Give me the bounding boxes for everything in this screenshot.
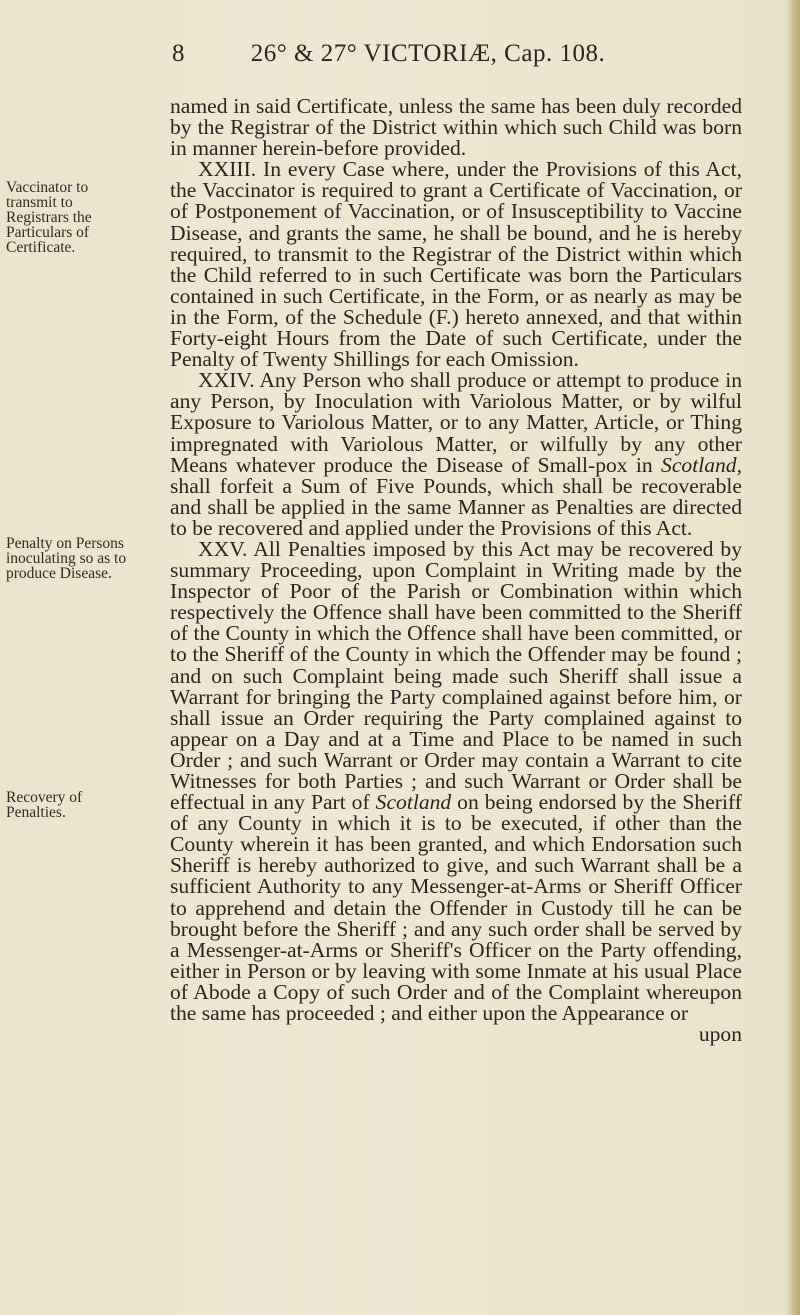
running-head: 26° & 27° VICTORIÆ, Cap. 108. [250,40,606,67]
section-xxv [170,536,742,1026]
page-header [0,40,800,80]
margin-note-vaccinator: Vaccinator to transmit to Registrars the Particulars of Certificate. [6,179,92,256]
section-text: All Penalties imposed by this Act may be recovered by summary Proceeding, upon Complaint in Writing made by the Inspector of Poor of the Parish or Combination within which respectively the Offence shall have been committed to the Sheriff of the County in which the Offence shall have been committed, or to the Sheriff of the County in which the Offender may be found ; and on such Complaint being made such Sheriff shall issue a Warrant for bringing the Party complained against before him, or shall issue an Order requiring the Party complained against to appear on a Day and at a Time and Place to be named in such Order ; and such Warrant or Order may contain a Warrant to cite Witnesses for both Parties ; and such Warrant or Order shall be effectual in any Part of [170,536,742,815]
page-number: 8 [172,40,185,67]
place-name: Scotland [375,790,452,815]
section-number: XXIII. [198,157,257,182]
section-text: shall forfeit a Sum of Five Pounds, which shall be recoverable and shall be applied in the same Manner as Penalties are directed to be recovered and applied under the Provisions of this Act. [170,473,742,540]
margin-note-recovery: Recovery of Penalties. [6,789,83,821]
section-text: on being endorsed by the Sheriff of any County in which it is to be executed, if other than the County wherein it has been granted, and which Endorsation such Sheriff is hereby authorized to give, and such Warrant shall be a sufficient Authority to any Messenger-at-Arms or Sheriff Officer to apprehend and detain the Offender in Custody till he can be brought before the Sheriff ; and any such order shall be served by a Messenger-at-Arms or Sheriff's Officer on the Party offending, either in Person or by leaving with some Inmate at his usual Place of Abode a Copy of such Order and of the Complaint whereupon the same has proceeded ; and either upon the Appearance or [170,790,742,1026]
section-number: XXV. [198,536,248,561]
section-text: In every Case where, under the Provisions of this Act, the Vaccinator is required to grant a Certificate of Vaccination, or of Postponement of Vaccination, or of Insusceptibility to Vaccine Disease, and grants the same, he shall be bound, and he is hereby required, to transmit to the Registrar of the District within which the Child referred to in such Certificate was born the Particulars contained in such Certificate, in the Form, or as nearly as may be in the Form, of the Schedule (F.) hereto annexed, and that within Forty-eight Hours from the Date of such Certificate, under the Penalty of Twenty Shillings for each Omission. [170,157,742,372]
section-xxiv [170,370,742,539]
margin-note-penalty-inoculation: Penalty on Persons inoculating so as to produce Disease. [6,535,127,582]
section-number: XXIV. [198,368,255,393]
catchword: upon [698,1022,742,1047]
page-edge [786,0,800,1315]
section-xxiii [170,159,742,370]
section-text: Any Person who shall produce or attempt to produce in any Person, by Inoculation with Variolous Matter, or by wilful Exposure to Variolous Matter, or to any Matter, Article, or Thing impregnated with Variolous Matter, or wilfully by any other Means whatever produce the Disease of Small-pox in [170,368,742,477]
body-text [170,96,742,1045]
continuation-paragraph: named in said Certificate, unless the same has been duly recorded by the Registrar of the District within which such Child was born in manner herein-before provided. [170,94,742,161]
place-name: Scotland, [661,452,742,477]
